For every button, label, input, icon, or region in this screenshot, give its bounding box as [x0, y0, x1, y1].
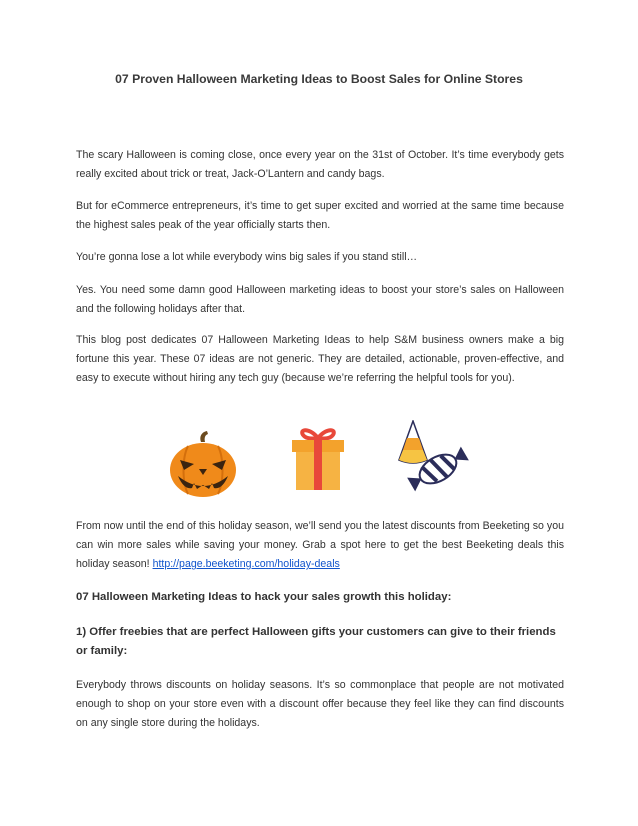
paragraph-beeketing-text: From now until the end of this holiday season, we’ll send you the latest discounts from Beeketing so you can win more sales while saving your money. Grab a spot here to get the best Beeketing deals this holiday season! — [76, 520, 564, 570]
paragraph-beeketing — [76, 517, 564, 574]
halloween-icons — [0, 418, 638, 500]
paragraph-discounts: Everybody throws discounts on holiday seasons. It’s so commonplace that people are not motivated enough to shop on your store even with a discount offer because they feel like they can find discounts on any single store during the holidays. — [76, 679, 564, 729]
paragraph-blog-post: This blog post dedicates 07 Halloween Marketing Ideas to help S&M business owners make a big fortune this year. These 07 ideas are not generic. They are detailed, actionable, proven-effective, and easy to execute without hiring any tech guy (because we’re referring the helpful tools for you). — [76, 334, 564, 384]
gift-box-icon — [290, 424, 346, 492]
section-heading-ideas: 07 Halloween Marketing Ideas to hack your sales growth this holiday: — [76, 591, 452, 603]
paragraph-lose: You’re gonna lose a lot while everybody wins big sales if you stand still… — [76, 251, 418, 263]
jack-o-lantern-icon — [168, 430, 238, 498]
section-heading-freebies: 1) Offer freebies that are perfect Halloween gifts your customers can give to their friends or family: — [76, 626, 556, 657]
paragraph-need-ideas: Yes. You need some damn good Halloween marketing ideas to boost your store’s sales on Halloween and the following holidays after that. — [76, 284, 564, 315]
paragraph-ecommerce: But for eCommerce entrepreneurs, it’s time to get super excited and worried at the same time because the highest sales peak of the year officially starts then. — [76, 200, 564, 231]
holiday-deals-link[interactable]: http://page.beeketing.com/holiday-deals — [152, 558, 340, 570]
paragraph-intro: The scary Halloween is coming close, once every year on the 31st of October. It’s time everybody gets really excited about trick or treat, Jack-O’Lantern and candy bags. — [76, 149, 564, 180]
candy-icon — [405, 444, 471, 494]
page-title: 07 Proven Halloween Marketing Ideas to Boost Sales for Online Stores — [115, 72, 523, 86]
